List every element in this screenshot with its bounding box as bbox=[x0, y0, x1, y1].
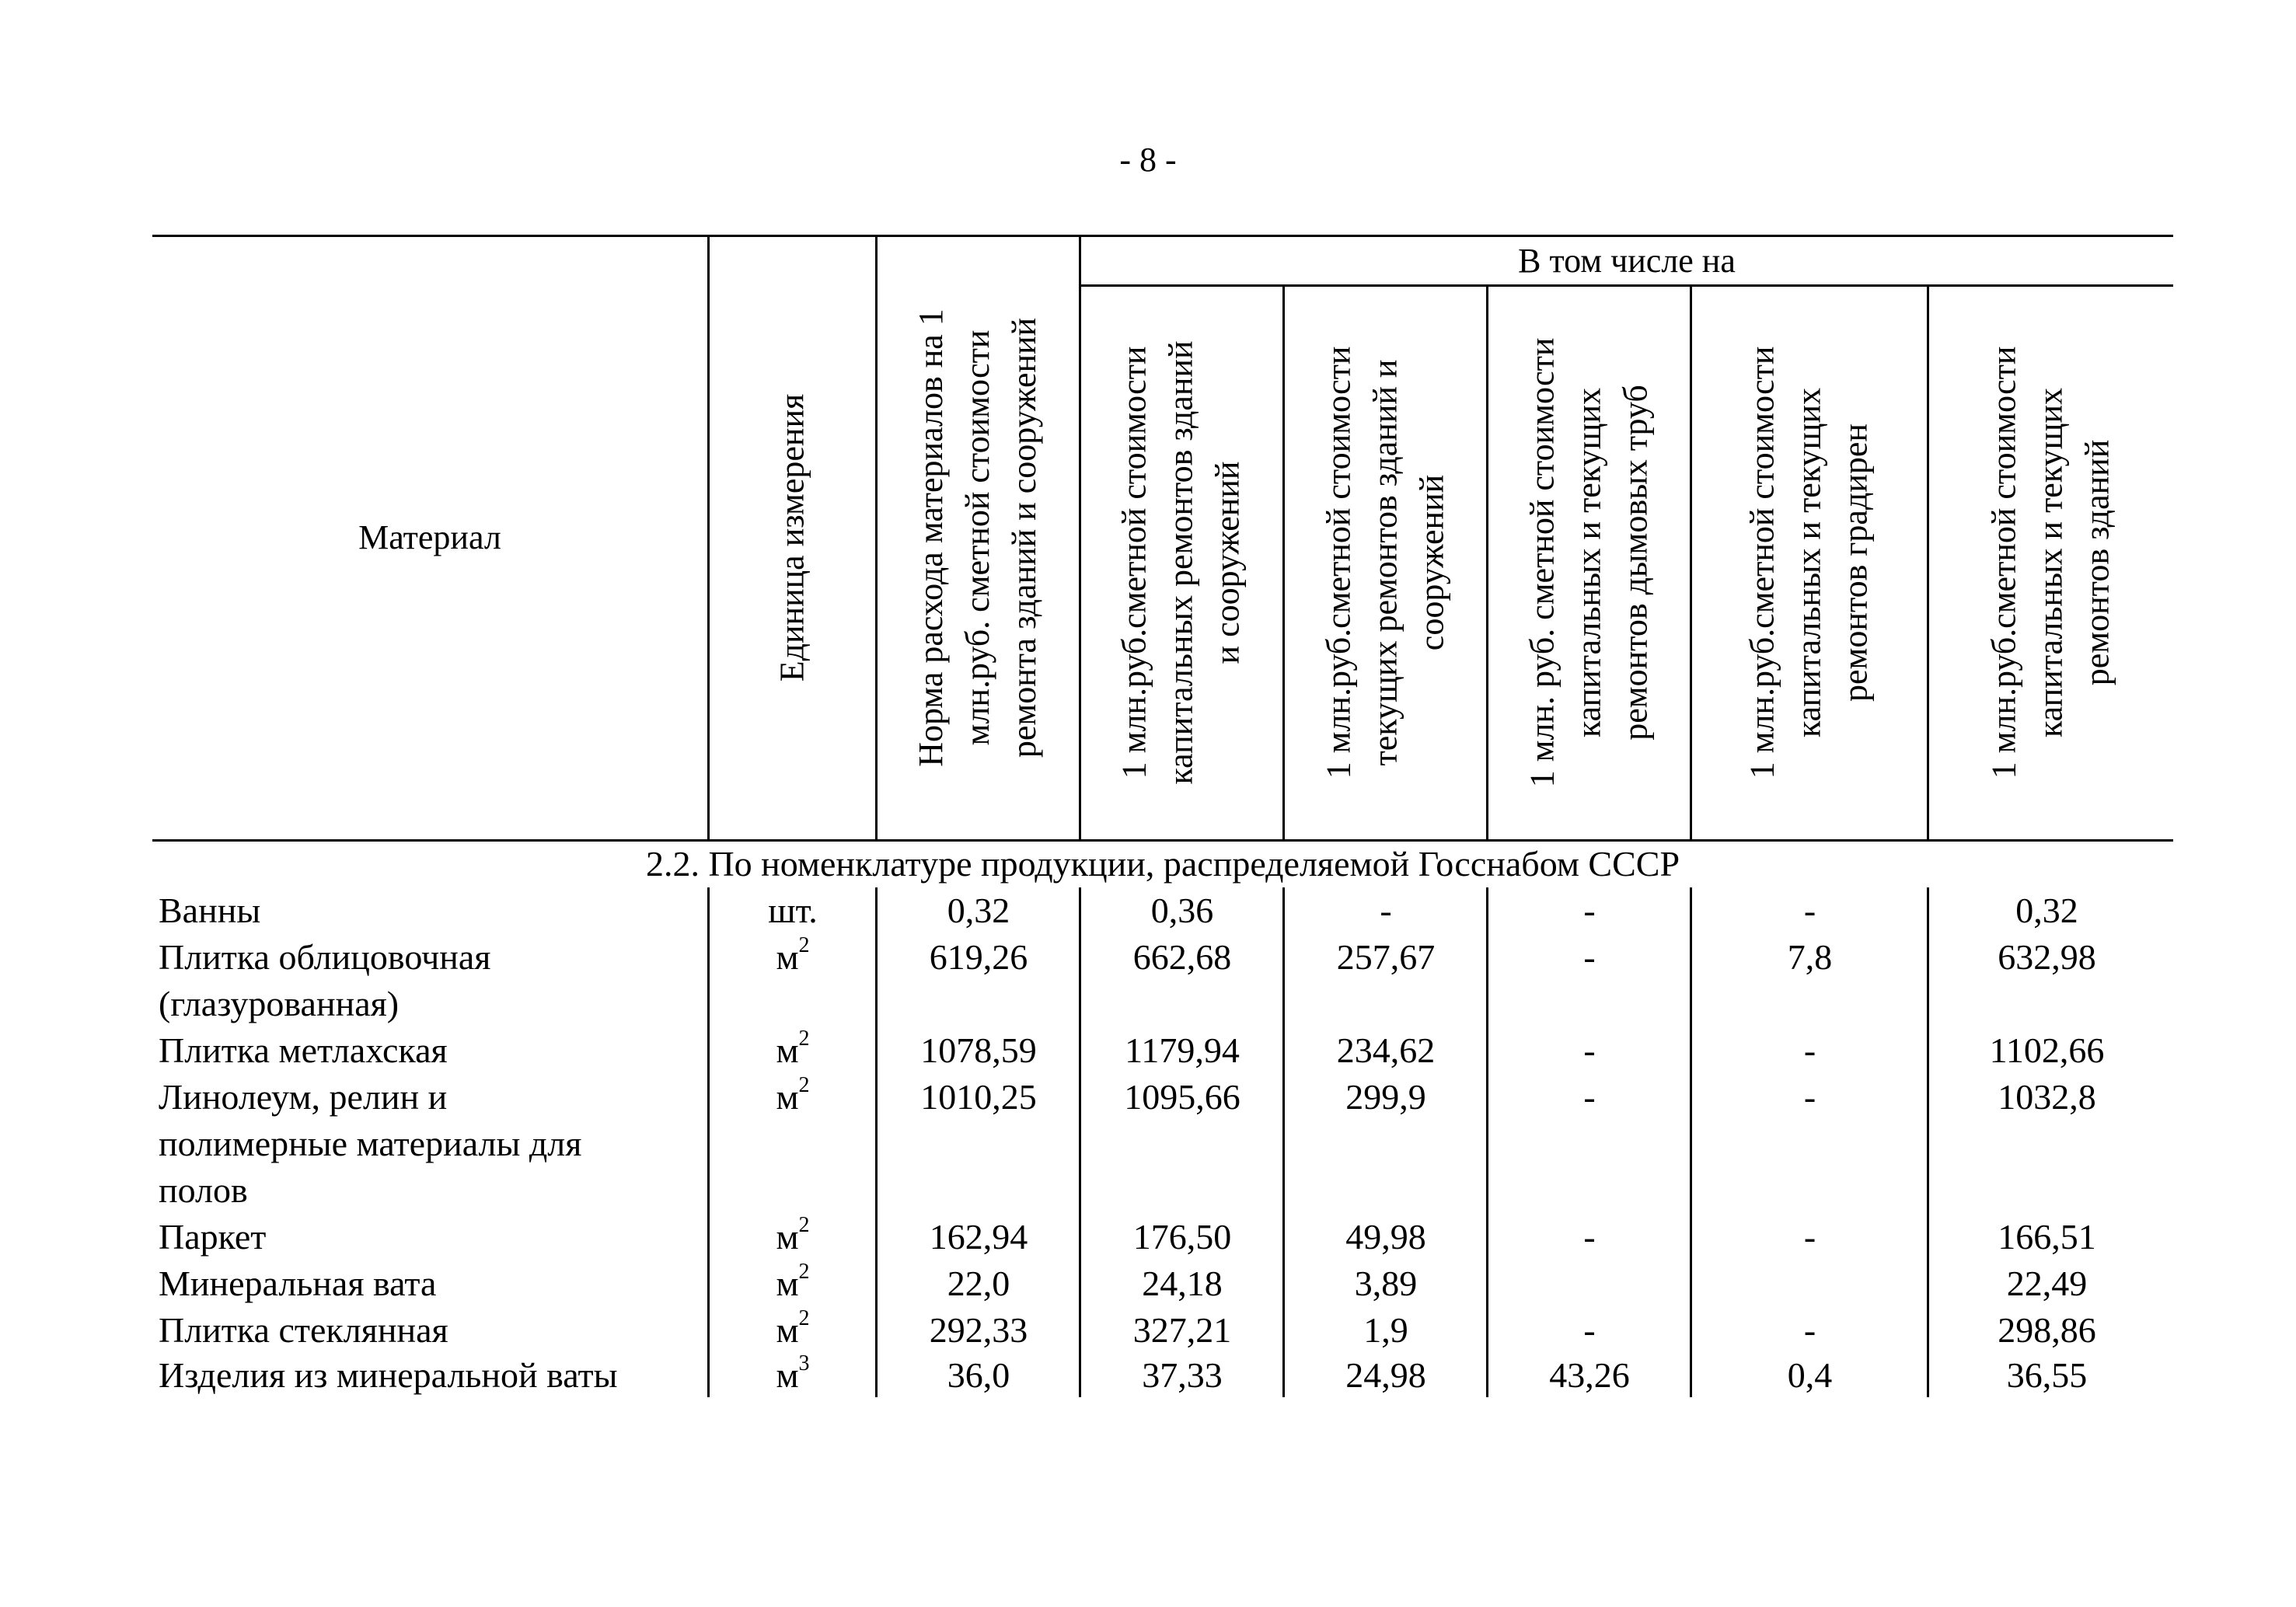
table-top-rule bbox=[152, 235, 2173, 237]
cell-material: Паркет bbox=[159, 1217, 267, 1257]
cell-value: - bbox=[1803, 1030, 1816, 1070]
header-unit: Единица измерения bbox=[773, 393, 811, 682]
cell-value: 1095,66 bbox=[1124, 1077, 1240, 1117]
cell-value: 0,32 bbox=[2015, 891, 2078, 930]
cell-value: - bbox=[1583, 1217, 1596, 1257]
cell-value: 1179,94 bbox=[1125, 1030, 1240, 1070]
cell-value: 1032,8 bbox=[1998, 1077, 2096, 1117]
section-title: 2.2. По номенклатуре продукции, распределяемой Госснабом СССР bbox=[645, 844, 1680, 884]
cell-value: 1010,25 bbox=[920, 1077, 1037, 1117]
cell-unit: $м^2$ bbox=[776, 1073, 810, 1117]
header-sub-current-buildings: 1 млн.руб.сметной стоимости текущих ремонтов зданий и сооружений bbox=[1319, 346, 1450, 779]
cell-value: 176,50 bbox=[1132, 1217, 1232, 1257]
cell-material: Изделия из минеральной ваты bbox=[159, 1355, 618, 1395]
header-group: В том числе на bbox=[1518, 242, 1736, 280]
header-sub-capital-buildings: 1 млн.руб.сметной стоимости капитальных ремонтов зданий и сооружений bbox=[1115, 340, 1247, 785]
cell-value: - bbox=[1583, 891, 1596, 930]
cell-value: - bbox=[1803, 1077, 1816, 1117]
cell-unit: $м^2$ bbox=[776, 1306, 810, 1350]
cell-value: 166,51 bbox=[1998, 1217, 2096, 1257]
cell-value: 292,33 bbox=[929, 1310, 1028, 1350]
cell-material: Ванны bbox=[159, 891, 261, 930]
cell-unit: $м^3$ bbox=[776, 1351, 810, 1395]
cell-value: 37,33 bbox=[1142, 1355, 1223, 1395]
cell-material: Плитка стеклянная bbox=[159, 1310, 448, 1350]
page-number: - 8 - bbox=[1119, 141, 1177, 179]
header-norm: Норма расхода материалов на 1 млн.руб. сметной стоимости ремонта зданий и сооружений bbox=[912, 309, 1044, 767]
cell-value: 234,62 bbox=[1336, 1030, 1436, 1070]
header-sub-buildings: 1 млн.руб.сметной стоимости капитальных и текущих ремонтов зданий bbox=[1984, 346, 2116, 779]
cell-value: - bbox=[1583, 1077, 1596, 1117]
cell-value: - bbox=[1583, 1030, 1596, 1070]
cell-value: - bbox=[1803, 891, 1816, 930]
cell-value: 1078,59 bbox=[920, 1030, 1037, 1070]
header-material: Материал bbox=[358, 518, 501, 556]
cell-unit: $м^2$ bbox=[776, 933, 810, 977]
cell-value: 3,89 bbox=[1354, 1264, 1418, 1303]
cell-value: - bbox=[1803, 1310, 1816, 1350]
cell-material: Минеральная вата bbox=[159, 1264, 437, 1303]
cell-value: - bbox=[1380, 891, 1392, 930]
cell-value: - bbox=[1583, 1310, 1596, 1350]
cell-value: 24,18 bbox=[1142, 1264, 1223, 1303]
cell-value: 43,26 bbox=[1549, 1355, 1630, 1395]
cell-material: Плитка метлахская bbox=[159, 1030, 448, 1070]
header-sub-cooling-towers: 1 млн.руб.сметной стоимости капитальных и текущих ремонтов градирен bbox=[1743, 346, 1875, 779]
cell-material: Линолеум, релин и полимерные материалы для полов bbox=[159, 1077, 582, 1210]
cell-value: 162,94 bbox=[929, 1217, 1028, 1257]
cell-value: 299,9 bbox=[1345, 1077, 1426, 1117]
cell-value: 0,32 bbox=[947, 891, 1010, 930]
cell-value: 49,98 bbox=[1345, 1217, 1426, 1257]
cell-value: 7,8 bbox=[1787, 937, 1833, 977]
cell-value: - bbox=[1583, 937, 1596, 977]
cell-value: - bbox=[1803, 1217, 1816, 1257]
cell-value: 632,98 bbox=[1998, 937, 2096, 977]
cell-value: 36,55 bbox=[2006, 1355, 2088, 1395]
cell-unit: $м^2$ bbox=[776, 1213, 810, 1257]
cell-material: Плитка облицовочная (глазурованная) bbox=[159, 937, 491, 1023]
cell-unit: $м^2$ bbox=[776, 1027, 810, 1070]
cell-value: 1102,66 bbox=[1989, 1030, 2105, 1070]
cell-value: 22,0 bbox=[947, 1264, 1010, 1303]
cell-value: 257,67 bbox=[1336, 937, 1436, 977]
cell-value: 662,68 bbox=[1132, 937, 1232, 977]
cell-unit: шт. bbox=[768, 891, 818, 930]
cell-value: 36,0 bbox=[947, 1355, 1010, 1395]
cell-value: 327,21 bbox=[1132, 1310, 1232, 1350]
cell-value: 24,98 bbox=[1345, 1355, 1426, 1395]
materials-table bbox=[152, 0, 2173, 1607]
cell-unit: $м^2$ bbox=[776, 1260, 810, 1303]
cell-value: 619,26 bbox=[929, 937, 1028, 977]
cell-value: 298,86 bbox=[1998, 1310, 2096, 1350]
header-sub-chimneys: 1 млн. руб. сметной стоимости капитальных и текущих ремонтов дымовых труб bbox=[1523, 337, 1654, 788]
cell-value: 22,49 bbox=[2006, 1264, 2088, 1303]
cell-value: 0,36 bbox=[1150, 891, 1214, 930]
cell-value: 1,9 bbox=[1363, 1310, 1408, 1350]
cell-value: 0,4 bbox=[1787, 1355, 1833, 1395]
